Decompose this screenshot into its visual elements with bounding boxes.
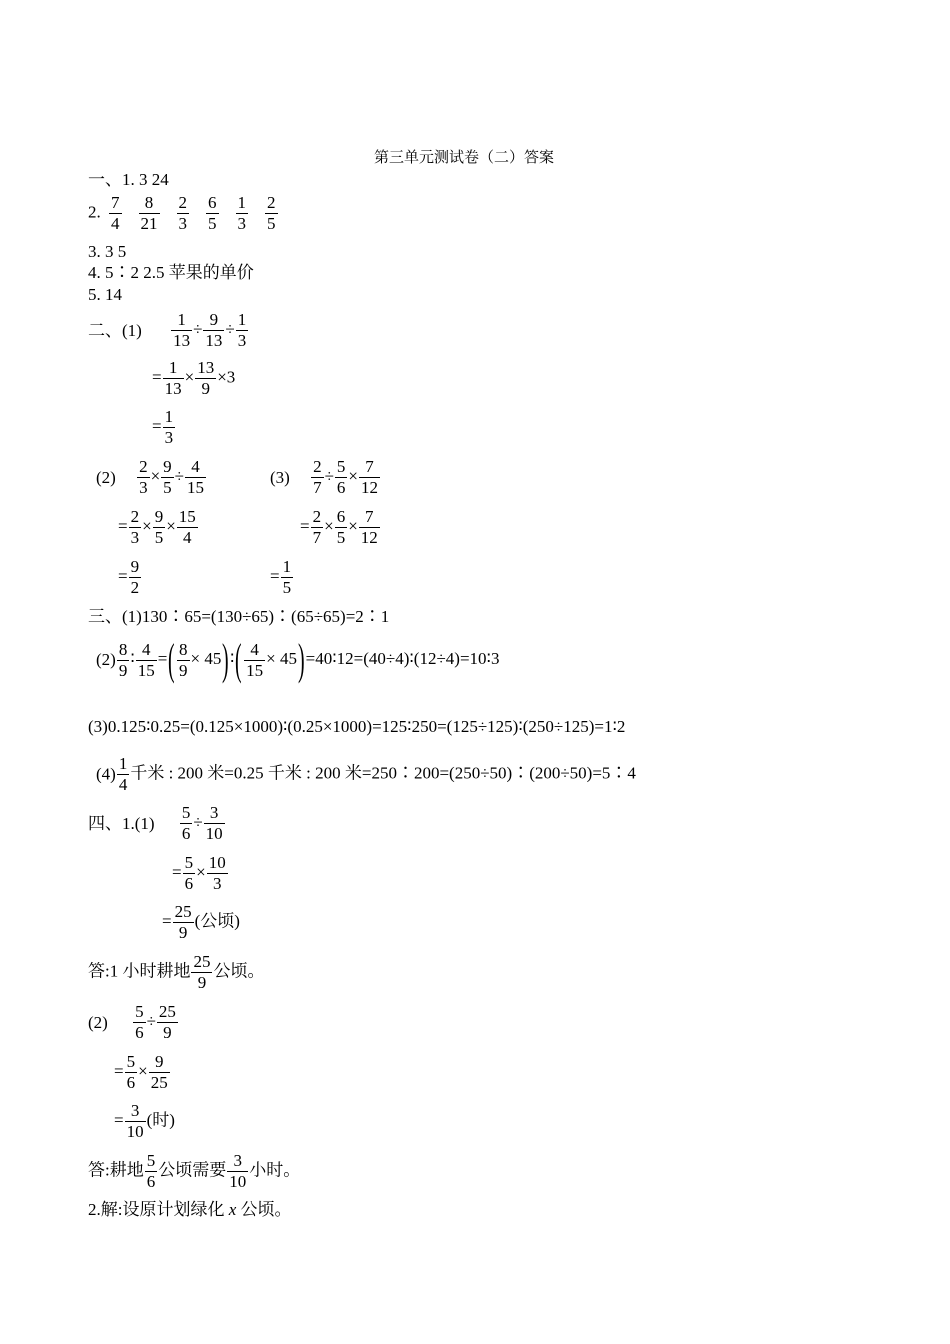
s3-q2-label: (2) <box>96 650 116 669</box>
s1-fraction-list <box>105 193 279 233</box>
fraction: $\frac{5}{6}$ <box>336 457 346 497</box>
s2-label: 二、(1) <box>88 320 142 340</box>
fraction: $\frac{7}{12}$ <box>361 457 379 497</box>
fraction: $\frac{9}{25}$ <box>150 1052 168 1092</box>
fraction: $\frac{1}{5}$ <box>282 557 292 597</box>
fraction: $\frac{3}{10}$ <box>205 803 223 843</box>
s1-line4: 4. 5∶2 2.5 苹果的单价 <box>88 263 254 282</box>
s4-q2-line1: (2) $\frac{5}{6}$ ÷ $\frac{25}{9}$ <box>88 1002 176 1042</box>
fraction: $\frac{2}{3}$ <box>178 193 187 233</box>
answer-text: 答:耕地 <box>88 1160 144 1180</box>
s3-q4-label: (4) <box>96 764 116 784</box>
fraction: $\frac{1}{3}$ <box>237 193 246 233</box>
s2-q3-label: (3) <box>270 467 290 487</box>
fraction: $\frac{8}{9}$ <box>118 639 128 680</box>
s4-label: 四、1.(1) <box>88 813 155 833</box>
left-paren: ( <box>235 635 243 684</box>
right-paren: ) <box>297 635 305 684</box>
fraction: $\frac{9}{2}$ <box>130 557 140 597</box>
fraction: $\frac{5}{6}$ <box>146 1151 156 1191</box>
fraction: $\frac{8}{9}$ <box>179 639 188 680</box>
fraction: $\frac{5}{6}$ <box>181 803 191 843</box>
s2-q1-line1: 二、(1) $\frac{1}{13}$ ÷ $\frac{9}{13}$ ÷ $\frac{1}{3}$ <box>88 310 247 350</box>
fraction: $\frac{2}{3}$ <box>130 507 140 547</box>
answer-text: 公顷。 <box>213 961 265 981</box>
fraction: $\frac{1}{4}$ <box>118 754 128 794</box>
s2-q1-line3: = $\frac{1}{3}$ <box>152 407 174 447</box>
s3-q4-result: 千米 : 200 米=0.25 千米 : 200 米=250∶200=(250÷50)∶(200÷50)=5∶4 <box>130 763 636 783</box>
s2-q2-line1: (2) $\frac{2}{3}$ × $\frac{9}{5}$ ÷ $\frac{4}{15}$ <box>96 457 205 497</box>
variable: x <box>228 1200 237 1219</box>
fraction: $\frac{13}{9}$ <box>197 358 215 398</box>
fraction: $\frac{3}{10}$ <box>126 1101 144 1141</box>
answer-text: 答:1 小时耕地 <box>88 961 191 981</box>
s3-line3: (3)0.125∶0.25=(0.125×1000)∶(0.25×1000)=125∶250=(125÷125)∶(250÷125)=1∶2 <box>88 717 626 736</box>
s3-line4 <box>96 754 636 795</box>
fraction: $\frac{7}{4}$ <box>111 193 120 233</box>
unit: (时) <box>146 1110 175 1130</box>
fraction: $\frac{3}{10}$ <box>229 1151 247 1191</box>
solution-text: 公顷。 <box>240 1200 292 1219</box>
s3-q2-result: =40∶12=(40÷4)∶(12÷4)=10∶3 <box>305 648 500 668</box>
fraction: $\frac{5}{6}$ <box>135 1002 144 1042</box>
s1-line1: 一、1. 3 24 <box>88 170 169 189</box>
fraction: $\frac{5}{6}$ <box>184 853 194 893</box>
s3-line2: (2) $\frac{8}{9}$ ∶ $\frac{4}{15}$ =( $\frac{8}{9}$ × 45)∶( $\frac{4}{15}$ × 45)=40∶12=(40÷4)∶(12÷4)=10∶3 <box>96 635 500 684</box>
fraction: $\frac{9}{5}$ <box>163 457 172 497</box>
s4-q1-line2: = $\frac{5}{6}$ × $\frac{10}{3}$ <box>172 853 226 893</box>
fraction: $\frac{7}{12}$ <box>360 507 378 547</box>
multiplier: ×3 <box>217 367 236 387</box>
fraction: $\frac{1}{13}$ <box>173 310 191 350</box>
s2-q3-line1: (3) $\frac{2}{7}$ ÷ $\frac{5}{6}$ × $\frac{7}{12}$ <box>270 457 379 497</box>
s2-q2-line2: = $\frac{2}{3}$ × $\frac{9}{5}$ × $\frac{15}{4}$ <box>118 507 196 547</box>
fraction: $\frac{25}{9}$ <box>174 902 192 942</box>
s4-q1-line1: 四、1.(1) $\frac{5}{6}$ ÷ $\frac{3}{10}$ <box>88 803 223 843</box>
fraction: $\frac{25}{9}$ <box>193 952 211 992</box>
s2-q3-line2: = $\frac{2}{7}$ × $\frac{6}{5}$ × $\frac{7}{12}$ <box>300 507 378 547</box>
s4-answer2 <box>88 1151 300 1192</box>
s1-line3: 3. 3 5 <box>88 242 127 261</box>
answer-text: 公顷需要 <box>158 1160 227 1180</box>
s2-q1-line2: = $\frac{1}{13}$ × $\frac{13}{9}$ ×3 <box>152 358 236 398</box>
solution-text: 2.解:设原计划绿化 <box>88 1200 225 1219</box>
fraction: $\frac{9}{13}$ <box>205 310 223 350</box>
multiplier: × 45 <box>266 648 297 668</box>
s1-line2-prefix: 2. <box>88 202 101 222</box>
fraction: $\frac{4}{15}$ <box>246 639 264 680</box>
fraction: $\frac{10}{3}$ <box>208 853 226 893</box>
fraction: $\frac{2}{3}$ <box>139 457 148 497</box>
fraction: $\frac{15}{4}$ <box>178 507 196 547</box>
s4-answer1 <box>88 952 264 993</box>
fraction: $\frac{2}{5}$ <box>267 193 276 233</box>
s4-q2-line2: = $\frac{5}{6}$ × $\frac{9}{25}$ <box>114 1052 168 1092</box>
s4-q2-line3: = $\frac{3}{10}$ (时) <box>114 1101 175 1141</box>
fraction: $\frac{1}{13}$ <box>164 358 182 398</box>
fraction: $\frac{5}{6}$ <box>126 1052 136 1092</box>
s3-line1: 三、(1)130∶65=(130÷65)∶(65÷65)=2∶1 <box>88 607 390 626</box>
unit: (公顷) <box>194 911 240 931</box>
left-paren: ( <box>168 635 175 684</box>
s2-q3-line3: = $\frac{1}{5}$ <box>270 557 292 597</box>
fraction: $\frac{4}{15}$ <box>137 639 155 680</box>
fraction: $\frac{6}{5}$ <box>208 193 217 233</box>
fraction: $\frac{1}{3}$ <box>237 310 247 350</box>
fraction: $\frac{2}{7}$ <box>312 507 322 547</box>
page-title: 第三单元测试卷（二）答案 <box>374 150 555 166</box>
s2-q2-line3: = $\frac{9}{2}$ <box>118 557 140 597</box>
s1-line2 <box>88 193 279 234</box>
s4-q1-line3: = $\frac{25}{9}$ (公顷) <box>162 902 240 942</box>
s4-line2 <box>88 1200 292 1220</box>
answer-text: 小时。 <box>249 1160 301 1180</box>
s1-line5: 5. 14 <box>88 285 122 304</box>
multiplier: × 45 <box>190 648 222 668</box>
fraction: $\frac{25}{9}$ <box>158 1002 176 1042</box>
s4-q2-label: (2) <box>88 1012 108 1032</box>
fraction: $\frac{9}{5}$ <box>154 507 164 547</box>
fraction: $\frac{2}{7}$ <box>313 457 322 497</box>
fraction: $\frac{4}{15}$ <box>187 457 205 497</box>
right-paren: ) <box>222 635 229 684</box>
fraction: $\frac{8}{21}$ <box>140 193 158 233</box>
fraction: $\frac{1}{3}$ <box>164 407 174 447</box>
s2-q2-label: (2) <box>96 467 116 487</box>
fraction: $\frac{6}{5}$ <box>336 507 346 547</box>
